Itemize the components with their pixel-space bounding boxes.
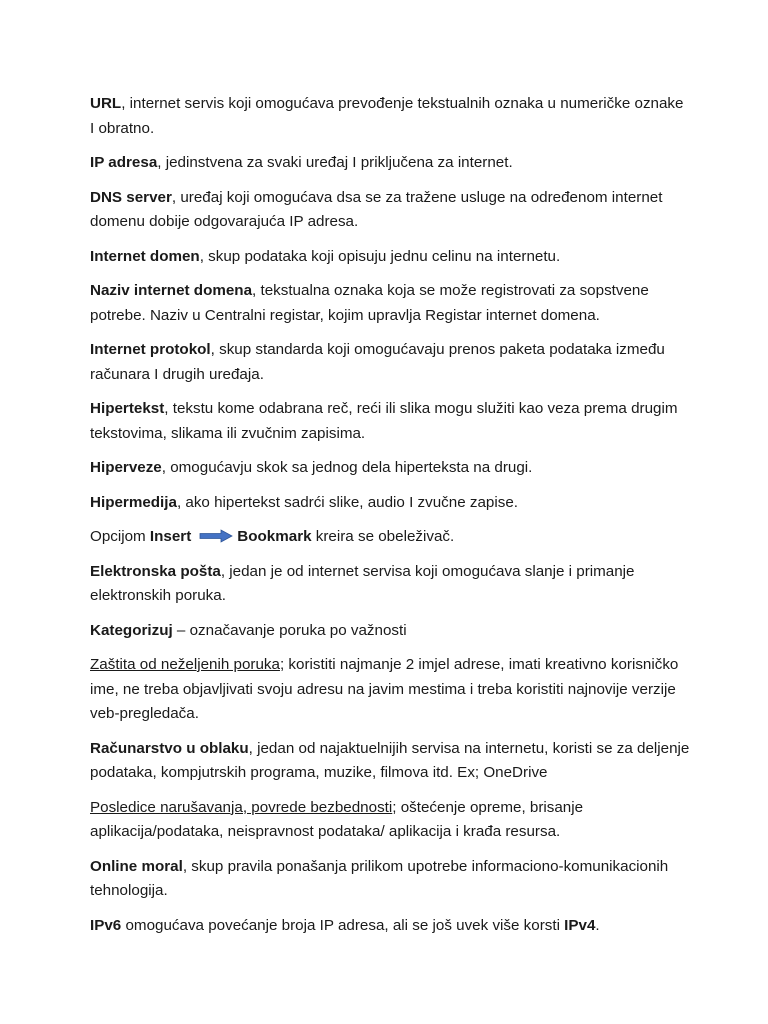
paragraph-ip-adresa: [90, 151, 690, 176]
definition-naziv-domena: , tekstualna oznaka koja se može registrovati za sopstvene potrebe. Naziv u Centralni registar, kojim upravlja Registar internet domena.: [90, 282, 649, 324]
definition-zastita: ; koristiti najmanje 2 imjel adrese, imati kreativno korisničko ime, ne treba objavljivati svoju adresu na javim mestima i treba koristiti najnovije verzije veb-pregledača.: [90, 656, 679, 722]
paragraph-kategorizuj: [90, 619, 690, 644]
definition-url: , internet servis koji omogućava prevođenje tekstualnih oznaka u numeričke oznake I obratno.: [90, 95, 684, 137]
definition-racunarstvo: , jedan od najaktuelnijih servisa na internetu, koristi se za deljenje podataka, kompjutrskih programa, muzike, filmova itd. Ex; OneDrive: [90, 739, 690, 781]
term-ipv4: IPv4: [564, 916, 596, 934]
term-dns-server: DNS server: [90, 188, 172, 206]
paragraph-dns-server: [90, 186, 690, 235]
term-bookmark: Bookmark: [237, 528, 312, 545]
term-online-moral: Online moral: [90, 857, 183, 875]
paragraph-elektronska-posta: [90, 560, 690, 609]
paragraph-internet-domen: [90, 245, 690, 270]
paragraph-racunarstvo: [90, 737, 690, 786]
document-body: [90, 92, 690, 948]
term-ip-adresa: IP adresa: [90, 154, 158, 171]
definition-kategorizuj: – označavanje poruka po važnosti: [172, 621, 407, 639]
definition-hiperveze: , omogućavju skok sa jednog dela hiperteksta na drugi.: [161, 459, 533, 476]
term-racunarstvo: Računarstvo u oblaku: [90, 739, 249, 757]
insert-suffix: kreira se obeleživač.: [311, 528, 455, 545]
term-kategorizuj: Kategorizuj: [90, 621, 173, 639]
term-naziv-domena: Naziv internet domena: [90, 282, 253, 299]
definition-ip-adresa: , jedinstvena za svaki uređaj I priključena za internet.: [157, 154, 513, 171]
term-posledice: Posledice narušavanja, povrede bezbednosti: [90, 798, 393, 816]
definition-internet-protokol: , skup standarda koji omogućavaju prenos paketa podataka između računara I drugih uređaja.: [90, 341, 665, 383]
term-hiperveze: Hiperveze: [90, 459, 162, 476]
paragraph-naziv-domena: [90, 279, 690, 328]
paragraph-online-moral: [90, 855, 690, 904]
definition-online-moral: , skup pravila ponašanja prilikom upotrebe informaciono-komunikacionih tehnologija.: [90, 857, 669, 899]
term-insert: Insert: [149, 528, 192, 545]
paragraph-internet-protokol: [90, 338, 690, 387]
right-arrow-icon: [199, 529, 233, 543]
ipv6-end: .: [595, 916, 600, 934]
insert-prefix: Opcijom: [90, 528, 150, 545]
term-elektronska-posta: Elektronska pošta: [90, 562, 221, 580]
paragraph-zastita: [90, 653, 690, 727]
term-hipermedija: Hipermedija: [90, 493, 177, 511]
paragraph-posledice: [90, 796, 690, 845]
term-zastita: Zaštita od neželjenih poruka: [90, 656, 280, 673]
paragraph-url: [90, 92, 690, 141]
paragraph-ipv6: [90, 914, 690, 939]
paragraph-hipermedija: [90, 491, 690, 516]
term-internet-domen: Internet domen: [90, 247, 200, 265]
definition-elektronska-posta: , jedan je od internet servisa koji omogućava slanje i primanje elektronskih poruka.: [90, 562, 635, 604]
term-url: URL: [90, 95, 122, 112]
term-internet-protokol: Internet protokol: [90, 341, 211, 358]
definition-internet-domen: , skup podataka koji opisuju jednu celinu na internetu.: [199, 247, 561, 265]
definition-hipertekst: , tekstu kome odabrana reč, reći ili slika mogu služiti kao veza prema drugim tekstovima, slikama ili zvučnim zapisima.: [90, 400, 678, 442]
paragraph-hiperveze: [90, 456, 690, 481]
term-hipertekst: Hipertekst: [90, 400, 165, 417]
term-ipv6: IPv6: [90, 916, 122, 934]
paragraph-insert-bookmark: [90, 525, 690, 550]
definition-dns-server: , uređaj koji omogućava dsa se za tražene usluge na određenom internet domenu dobije odgovarajuća IP adresa.: [90, 188, 663, 230]
paragraph-hipertekst: [90, 397, 690, 446]
definition-ipv6: omogućava povećanje broja IP adresa, ali se još uvek više korsti: [121, 916, 565, 934]
definition-posledice: ; oštećenje opreme, brisanje aplikacija/podataka, neispravnost podataka/ aplikacija i krađa resursa.: [90, 798, 584, 840]
definition-hipermedija: , ako hipertekst sadrći slike, audio I zvučne zapise.: [176, 493, 518, 511]
